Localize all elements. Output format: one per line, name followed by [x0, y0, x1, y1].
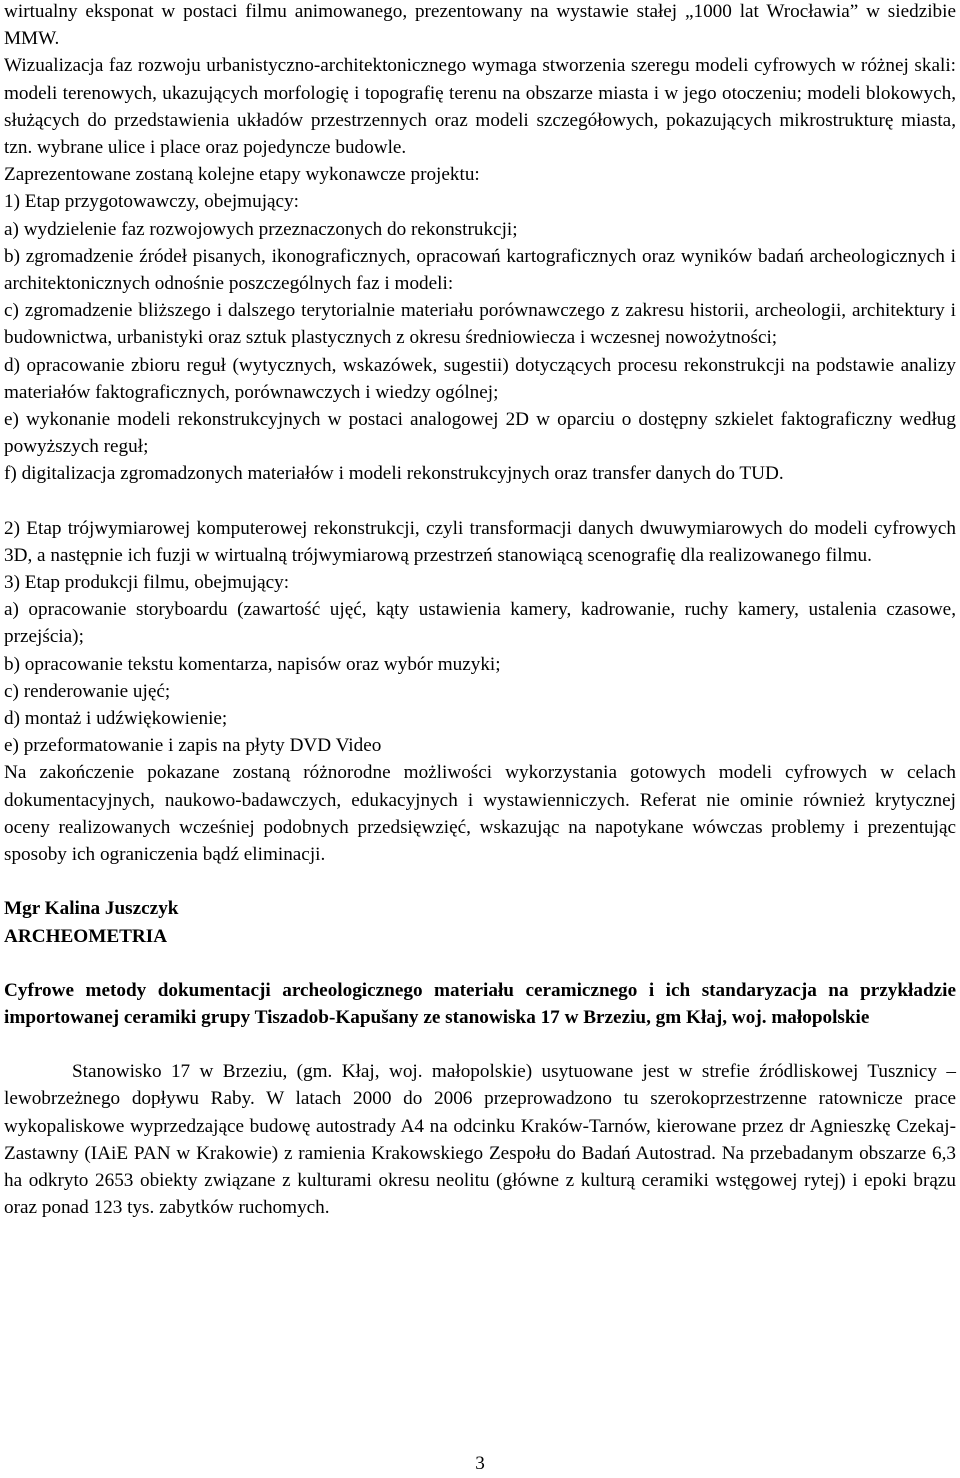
intro-paragraph-1: wirtualny eksponat w postaci filmu animowanego, prezentowany na wystawie stałej „1000 lat Wrocławia” w siedzibie MMW.: [4, 1, 956, 50]
author-affiliation: ARCHEOMETRIA: [4, 925, 168, 947]
stage1-item-f: f) digitalizacja zgromadzonych materiałów i modeli rekonstrukcyjnych oraz transfer danych do TUD.: [4, 463, 784, 485]
stage1-item-b: b) zgromadzenie źródeł pisanych, ikonograficznych, opracowań kartograficznych oraz wyników badań archeologicznych i architektonicznych odnośnie poszczególnych faz i modeli:: [4, 245, 956, 295]
page-number: 3: [475, 1453, 485, 1474]
stage3-item-a: a) opracowanie storyboardu (zawartość ujęć, kąty ustawienia kamery, kadrowanie, ruchy kamery, ustalenia czasowe, przejścia);: [4, 599, 956, 648]
stage1-title: 1) Etap przygotowawczy, obejmujący:: [4, 191, 299, 213]
stage1-item-e: e) wykonanie modeli rekonstrukcyjnych w postaci analogowej 2D w oparciu o dostępny szkielet faktograficzny według powyższych reguł;: [4, 409, 956, 458]
conclusion-paragraph: Na zakończenie pokazane zostaną różnorodne możliwości wykorzystania gotowych modeli cyfrowych w celach dokumentacyjnych, naukowo-badawczych, edukacyjnych i wystawienniczych. Referat nie ominie również krytycznej oceny realizowanych wcześniej podobnych przedsięwzięć, wskazując na napotykane wówczas problemy i prezentując sposoby ich ograniczenia bądź eliminacji.: [4, 762, 956, 866]
paper-body: Stanowisko 17 w Brzeziu, (gm. Kłaj, woj. małopolskie) usytuowane jest w strefie źródliskowej Tusznicy – lewobrzeżnego dopływu Raby. W latach 2000 do 2006 przeprowadzono tu szerokoprzestrzenne ratownicze prace wykopaliskowe wyprzedzające budowę autostrady A4 na odcinku Kraków-Tarnów, kierowane przez dr Agnieszkę Czekaj-Zastawny (IAiE PAN w Krakowie) z ramienia Krakowskiego Zespołu do Badań Autostrad. Na przebadanym obszarze 6,3 ha odkryto 2653 obiekty związane z kulturami okresu neolitu (główne z kulturą ceramiki wstęgowej rytej) i epoki brązu oraz ponad 123 tys. zabytków ruchomych.: [4, 1061, 956, 1219]
spacer: [4, 1031, 956, 1058]
stage3-title: 3) Etap produkcji filmu, obejmujący:: [4, 572, 290, 594]
stage3-item-d: d) montaż i udźwiękowienie;: [4, 708, 228, 730]
stage1-item-c: c) zgromadzenie bliższego i dalszego terytorialnie materiału porównawczego z zakresu historii, archeologii, architektury i budownictwa, urbanistyki oraz sztuk plastycznych z okresu średniowiecza i wczesnej nowożytności;: [4, 300, 956, 349]
intro-paragraph-2: Wizualizacja faz rozwoju urbanistyczno-architektonicznego wymaga stworzenia szeregu modeli cyfrowych w różnej skali: modeli terenowych, ukazujących morfologię i topografię terenu na obszarze miasta i w jego otoczeniu; modeli blokowych, służących do przedstawienia układów przestrzennych oraz modeli szczegółowych, pokazujących mikrostrukturę miasta, tzn. wybrane ulice i place oraz pojedyncze budowle.: [4, 55, 956, 159]
spacer: [4, 868, 956, 895]
stage2-paragraph: 2) Etap trójwymiarowej komputerowej rekonstrukcji, czyli transformacji danych dwuwymiarowych do modeli cyfrowych 3D, a następnie ich fuzji w wirtualną trójwymiarową przestrzeń stanowiącą scenografię dla realizowanego filmu.: [4, 517, 956, 566]
document-page: [4, 0, 956, 1221]
spacer: [4, 950, 956, 977]
stage3-item-c: c) renderowanie ujęć;: [4, 680, 171, 702]
stage3-item-e: e) przeformatowanie i zapis na płyty DVD Video: [4, 735, 382, 757]
stage1-item-a: a) wydzielenie faz rozwojowych przeznaczonych do rekonstrukcji;: [4, 218, 518, 240]
author-name: Mgr Kalina Juszczyk: [4, 898, 179, 920]
spacer: [4, 488, 956, 515]
stages-intro: Zaprezentowane zostaną kolejne etapy wykonawcze projektu:: [4, 164, 480, 186]
paper-title: Cyfrowe metody dokumentacji archeologicznego materiału ceramicznego i ich standaryzacja na przykładzie importowanej ceramiki grupy Tiszadob-Kapušany ze stanowiska 17 w Brzeziu, gm Kłaj, woj. małopolskie: [4, 979, 956, 1028]
stage3-item-b: b) opracowanie tekstu komentarza, napisów oraz wybór muzyki;: [4, 653, 501, 675]
stage1-item-d: d) opracowanie zbioru reguł (wytycznych, wskazówek, sugestii) dotyczących procesu rekonstrukcji na podstawie analizy materiałów faktograficznych, porównawczych i wiedzy ogólnej;: [4, 354, 956, 403]
